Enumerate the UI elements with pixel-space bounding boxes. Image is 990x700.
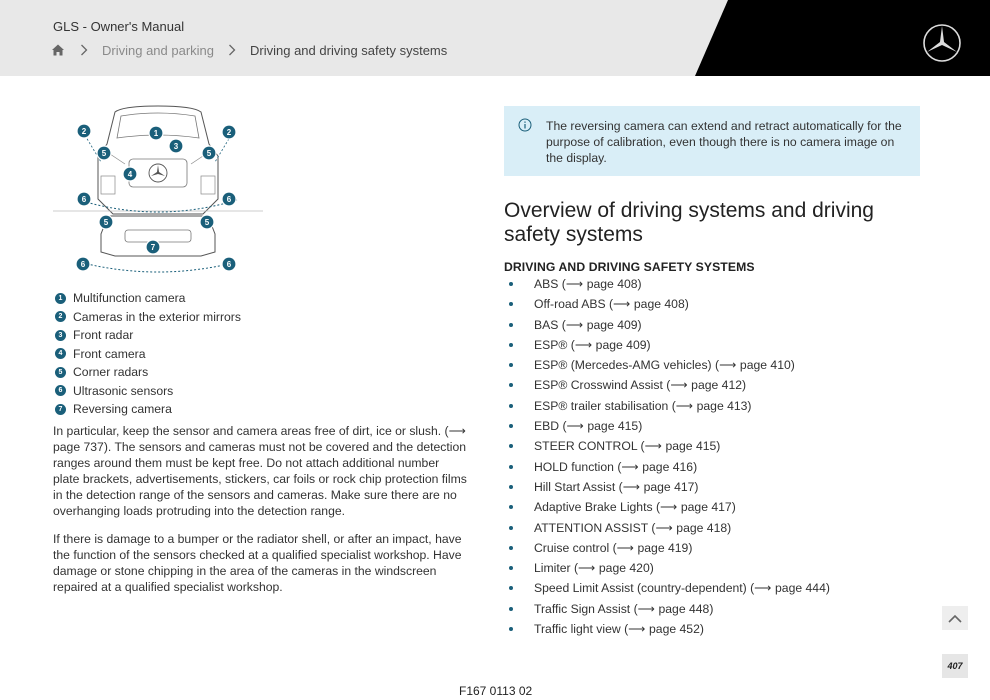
legend-label: Multifunction camera [73,291,186,306]
figure-id: F167 0113 02 [459,684,533,698]
legend-item [55,289,241,308]
list-item [504,295,830,315]
system-name: ESP® trailer stabilisation [534,398,669,413]
svg-text:4: 4 [127,170,133,179]
page-link[interactable]: (⟶ page 452) [624,622,704,637]
callout-number: 7 [55,404,66,415]
page-number-badge: 407 [942,654,968,678]
bullet [509,323,513,327]
list-item [504,519,830,539]
figure-legend [55,289,241,419]
system-name: ESP® [534,337,568,352]
list-item [504,458,830,478]
bullet [509,343,513,347]
bullet [509,485,513,489]
section-title: Overview of driving systems and driving safety systems [504,199,874,246]
info-icon [518,118,532,132]
page-link[interactable]: (⟶ page 409) [570,337,651,352]
legend-label: Front camera [73,346,146,361]
callout-number: 5 [55,367,66,378]
system-name: ESP® (Mercedes-AMG vehicles) [534,358,712,373]
page-link[interactable]: (⟶ page 448) [633,601,714,616]
bullet [509,546,513,550]
bullet [509,526,513,530]
chevron-up-icon [948,614,962,623]
svg-text:6: 6 [226,195,232,204]
bullet [509,444,513,448]
system-name: Off-road ABS [534,297,606,312]
svg-text:2: 2 [226,128,232,137]
svg-text:5: 5 [206,149,212,158]
list-item [504,275,830,295]
legend-item [55,400,241,419]
list-item [504,498,830,518]
page-link[interactable]: (⟶ page 412) [666,378,747,393]
list-item [504,539,830,559]
bullet [509,586,513,590]
svg-text:6: 6 [81,195,87,204]
legend-item [55,326,241,345]
system-name: Traffic Sign Assist [534,601,631,616]
page-link[interactable]: (⟶ page 409) [561,317,642,332]
legend-label: Reversing camera [73,402,172,417]
legend-label: Corner radars [73,365,149,380]
system-name: ESP® Crosswind Assist [534,378,663,393]
info-note [504,106,920,176]
breadcrumb-current: Driving and driving safety systems [250,42,448,58]
list-item [504,316,830,336]
page-link[interactable]: (⟶ page 408) [561,277,642,291]
system-name: BAS [534,317,559,332]
body-paragraph: If there is damage to a bumper or the radiator shell, or after an impact, have the function of the sensors checked at a qualified specialist workshop. Have damage or stone chipping in the area of the cameras in the windscreen repaired at a qualified specialist workshop. [53,532,462,594]
callout-number: 2 [55,311,66,322]
list-item [504,376,830,396]
bullet [509,627,513,631]
page-link[interactable]: (⟶ page 408) [608,297,689,312]
system-name: Traffic light view [534,622,621,637]
legend-label: Cameras in the exterior mirrors [73,309,241,324]
bullet [509,424,513,428]
page-link[interactable]: (⟶ page 416) [617,459,698,474]
svg-text:1: 1 [153,129,159,138]
system-name: Speed Limit Assist (country-dependent) [534,581,747,596]
header [0,0,990,76]
system-name: ATTENTION ASSIST [534,520,648,535]
breadcrumb [50,41,447,59]
system-name: Limiter [534,561,571,576]
bullet [509,302,513,306]
svg-text:2: 2 [81,127,87,136]
bullet [509,465,513,469]
callout-number: 6 [55,385,66,396]
list-item [504,437,830,457]
page-link[interactable]: (⟶ page 415) [562,419,643,434]
bullet [509,363,513,367]
list-item [504,559,830,579]
system-name: HOLD function [534,459,614,474]
page-link[interactable]: (⟶ page 417) [655,500,736,515]
list-item [504,620,830,640]
system-name: EBD [534,419,560,434]
svg-text:3: 3 [173,142,179,151]
scroll-to-top-button[interactable] [942,606,968,630]
breadcrumb-link-driving-and-parking[interactable]: Driving and parking [102,42,215,58]
system-name: STEER CONTROL [534,439,638,454]
page-link[interactable]: (⟶ page 415) [640,439,721,454]
page-link[interactable]: (⟶ page 420) [573,561,654,576]
info-text: The reversing camera can extend and retract automatically for the purpose of calibration, even though there is no camera image on the display. [546,119,902,165]
legend-label: Front radar [73,328,134,343]
vehicle-sensor-diagram [53,104,263,276]
systems-list [504,275,830,640]
legend-item [55,345,241,364]
home-icon[interactable] [50,42,66,58]
list-item [504,336,830,356]
legend-label: Ultrasonic sensors [73,383,174,398]
system-name: ABS [534,277,559,291]
header-dark-band [0,0,990,76]
page-link[interactable]: (⟶ page 444) [750,581,830,596]
bullet [509,383,513,387]
list-item [504,397,830,417]
legend-item [55,363,241,382]
callout-number: 4 [55,348,66,359]
svg-text:7: 7 [150,243,156,252]
callout-number: 3 [55,330,66,341]
callout-number: 1 [55,293,66,304]
svg-text:6: 6 [80,260,86,269]
bullet [509,404,513,408]
svg-text:5: 5 [204,218,210,227]
chevron-right-icon [80,44,88,56]
svg-text:5: 5 [103,218,109,227]
page-link[interactable]: (⟶ page 418) [651,520,732,535]
legend-item [55,382,241,401]
list-item [504,579,830,599]
mercedes-star-logo[interactable] [921,22,963,64]
list-item [504,600,830,620]
svg-text:6: 6 [226,260,232,269]
system-name: Cruise control [534,540,610,555]
system-name: Adaptive Brake Lights [534,500,653,515]
chevron-right-icon [228,44,236,56]
app-title: GLS - Owner's Manual [53,19,185,34]
body-paragraph: In particular, keep the sensor and camera areas free of dirt, ice or slush. (⟶ page 737). The sensors and cameras must not be covered and the detection ranges around them must be kept free. Do not attach additional number plate brackets, advertisements, stickers, car foils or rock chip protection films in the detection range of the sensors and cameras. Make sure there are no overhanging loads protruding into the detection range. [53,424,467,518]
sub-heading: DRIVING AND DRIVING SAFETY SYSTEMS [504,260,755,274]
list-item [504,478,830,498]
page-link[interactable]: (⟶ page 419) [612,540,693,555]
page-link[interactable]: (⟶ page 410) [715,358,795,373]
legend-item [55,308,241,327]
page-link[interactable]: (⟶ page 417) [618,479,699,494]
bullet [509,607,513,611]
list-item [504,356,830,376]
svg-text:5: 5 [101,149,107,158]
list-item [504,417,830,437]
bullet [509,282,513,286]
system-name: Hill Start Assist [534,479,616,494]
bullet [509,566,513,570]
bullet [509,505,513,509]
page-link[interactable]: (⟶ page 413) [671,398,752,413]
